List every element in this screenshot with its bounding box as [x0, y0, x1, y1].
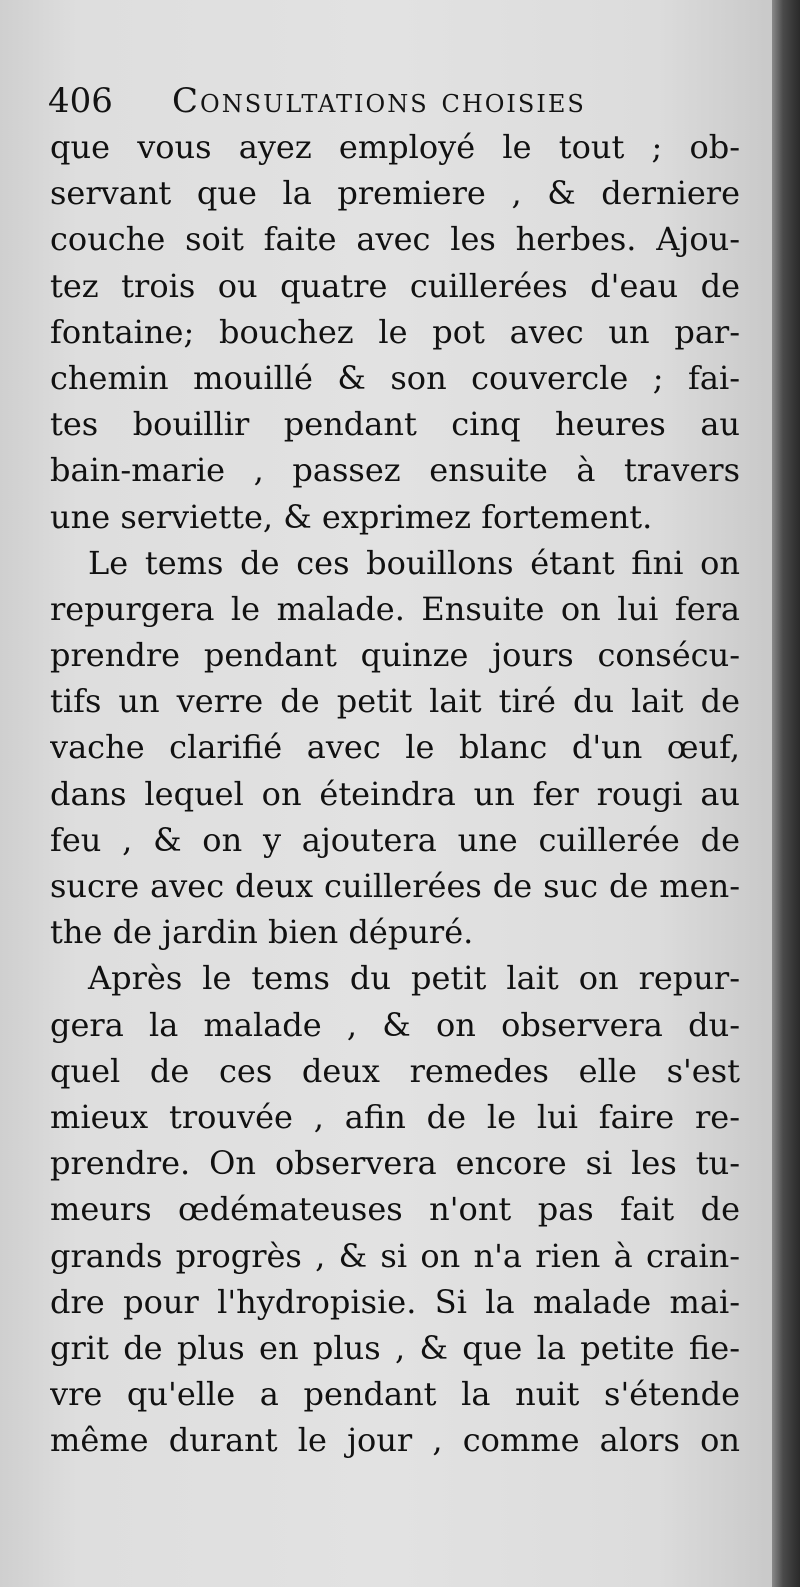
- text-line: fontaine; bouchez le pot avec un par-: [50, 312, 740, 351]
- text-line: mieux trouvée , afin de le lui faire re-: [50, 1097, 740, 1136]
- text-line: prendre pendant quinze jours consécu-: [50, 636, 740, 675]
- text-line: grit de plus en plus , & que la petite fie-: [50, 1328, 740, 1367]
- text-line: tes bouillir pendant cinq heures au: [50, 405, 740, 444]
- text-line: the de jardin bien dépuré.: [50, 913, 474, 952]
- text-line: servant que la premiere , & derniere: [50, 174, 740, 213]
- text-line: quel de ces deux remedes elle s'est: [50, 1051, 740, 1090]
- text-line: sucre avec deux cuillerées de suc de men-: [50, 867, 740, 905]
- text-line: bain-marie , passez ensuite à travers: [50, 451, 740, 490]
- paragraph: [50, 955, 740, 1463]
- paragraph: [50, 124, 740, 540]
- text-line: que vous ayez employé le tout ; ob-: [50, 128, 740, 166]
- text-line: dre pour l'hydropisie. Si la malade mai-: [50, 1282, 740, 1321]
- text-line: dans lequel on éteindra un fer rougi au: [50, 774, 740, 813]
- text-line: meurs œdémateuses n'ont pas fait de: [50, 1190, 740, 1229]
- text-line: prendre. On observera encore si les tu-: [50, 1144, 740, 1183]
- text-line: vache clarifié avec le blanc d'un œuf,: [50, 728, 740, 767]
- text-line: Le tems de ces bouillons étant fini on: [88, 543, 740, 582]
- text-line: grands progrès , & si on n'a rien à crain-: [50, 1236, 740, 1275]
- text-line: feu , & on y ajoutera une cuillerée de: [50, 820, 740, 859]
- text-line: gera la malade , & on observera du-: [50, 1005, 740, 1044]
- running-title: Consultations choisies: [172, 81, 586, 121]
- text-line: Après le tems du petit lait on repur-: [88, 959, 740, 998]
- text-line: couche soit faite avec les herbes. Ajou-: [50, 220, 740, 259]
- text-line: tez trois ou quatre cuillerées d'eau de: [50, 266, 740, 305]
- text-line: une serviette, & exprimez fortement.: [50, 497, 653, 536]
- text-line: tifs un verre de petit lait tiré du lait de: [50, 682, 740, 721]
- page-number: 406: [48, 81, 113, 121]
- text-line: même durant le jour , comme alors on: [50, 1421, 740, 1460]
- page-header: [48, 76, 748, 126]
- paragraph: [50, 540, 740, 956]
- text-line: repurgera le malade. Ensuite on lui fera: [50, 589, 740, 628]
- text-line: chemin mouillé & son couvercle ; fai-: [50, 358, 740, 397]
- text-line: vre qu'elle a pendant la nuit s'étende: [50, 1375, 740, 1414]
- body-text: [50, 124, 740, 1463]
- page-edge-shadow: [772, 0, 800, 1587]
